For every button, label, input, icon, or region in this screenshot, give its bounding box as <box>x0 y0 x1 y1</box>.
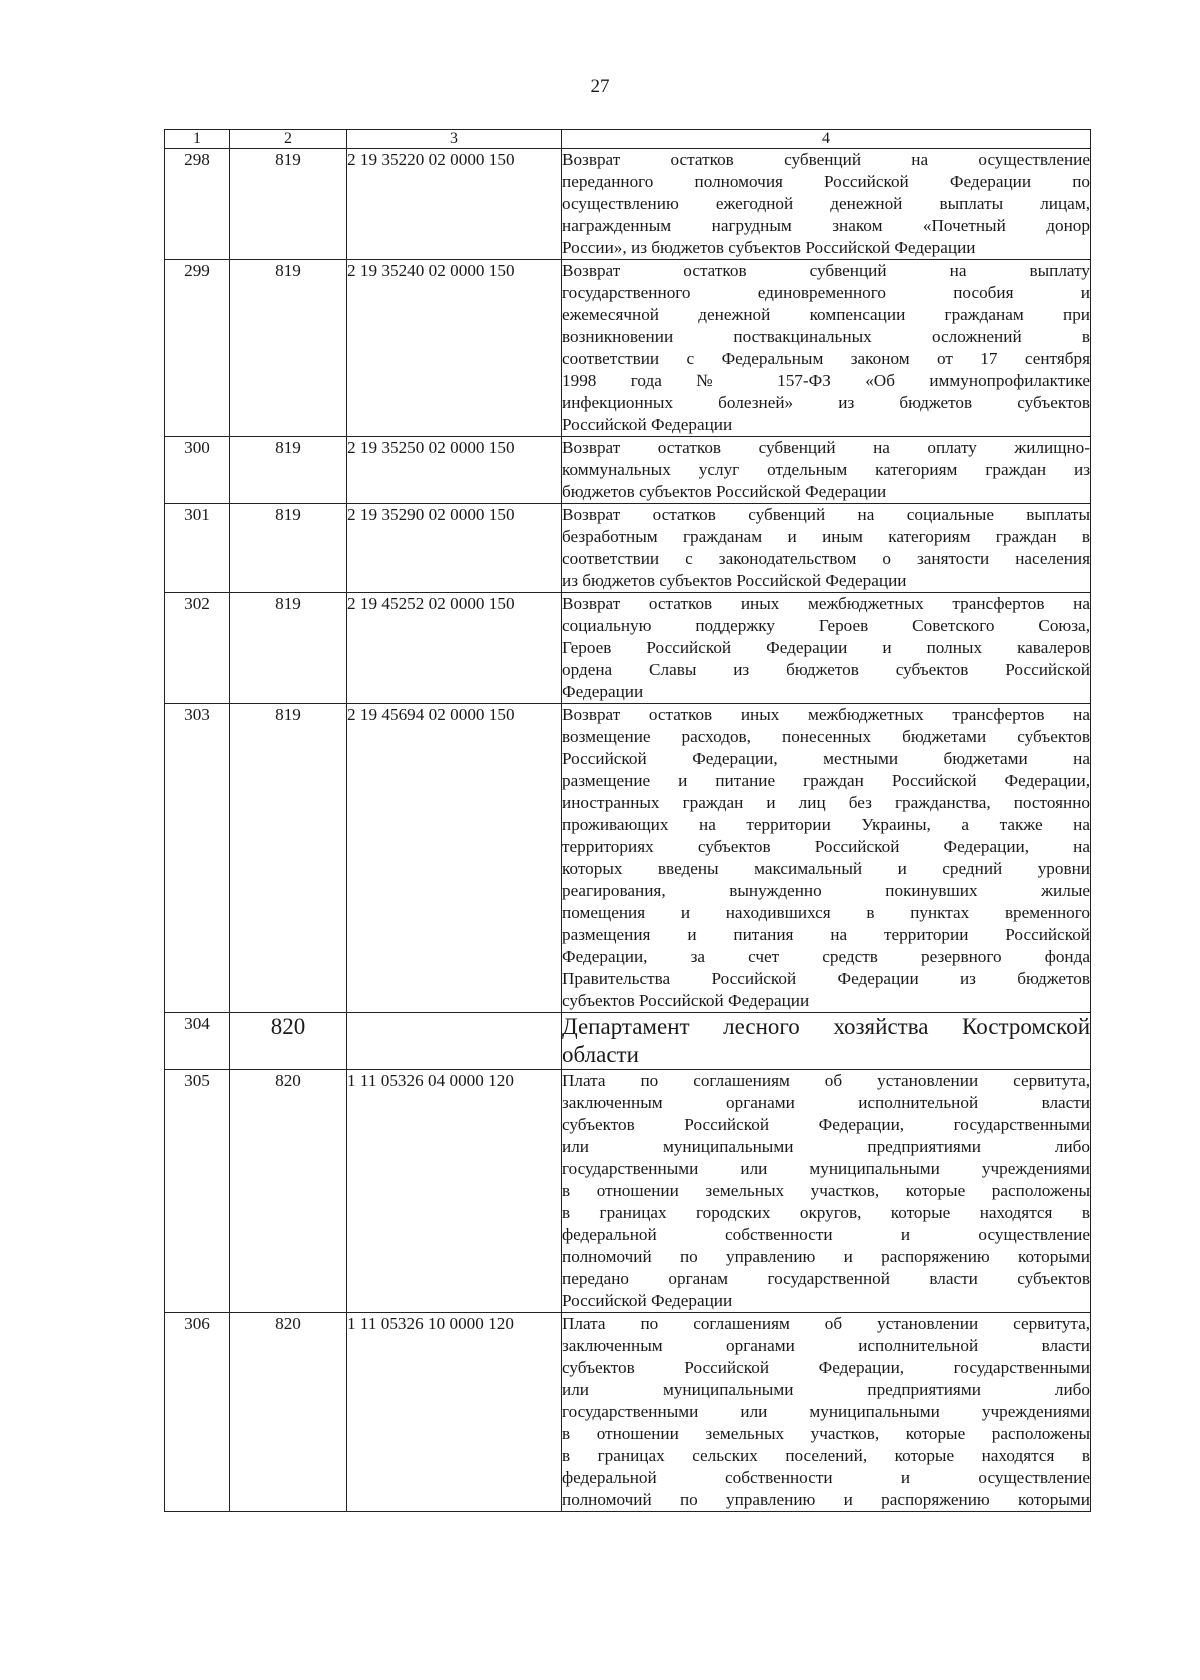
income-description <box>562 504 1091 593</box>
description-line: полномочий по управлению и распоряжению которыми <box>562 1247 1090 1266</box>
description-line: возмещение расходов, понесенных бюджетами субъектов <box>562 727 1090 746</box>
description-line: соответствии с законодательством о занятости населения <box>562 549 1090 568</box>
income-description <box>562 1070 1091 1313</box>
row-number: 301 <box>165 504 230 593</box>
budget-classification-code: 2 19 45694 02 0000 150 <box>347 704 562 1013</box>
description-line: в границах городских округов, которые находятся в <box>562 1203 1090 1222</box>
description-line: Возврат остатков субвенций на выплату <box>562 261 1090 280</box>
row-number: 304 <box>165 1013 230 1070</box>
description-line: или муниципальными предприятиями либо <box>562 1137 1090 1156</box>
description-line: Департамент лесного хозяйства Костромской <box>562 1014 1090 1039</box>
description-line: субъектов Российской Федерации, государственными <box>562 1358 1090 1377</box>
description-line: размещение и питание граждан Российской Федерации, <box>562 771 1090 790</box>
row-number: 300 <box>165 437 230 504</box>
row-number: 299 <box>165 260 230 437</box>
table-body <box>165 149 1091 1512</box>
description-line: социальную поддержку Героев Советского Союза, <box>562 616 1090 635</box>
table-row <box>165 260 1091 437</box>
administrator-code: 819 <box>230 704 347 1013</box>
description-line: заключенным органами исполнительной власти <box>562 1336 1090 1355</box>
budget-code-table <box>164 129 1091 1512</box>
description-line: федеральной собственности и осуществление <box>562 1225 1090 1244</box>
description-line: ордена Славы из бюджетов субъектов Российской <box>562 660 1090 679</box>
description-line: в отношении земельных участков, которые расположены <box>562 1424 1090 1443</box>
description-line: субъектов Российской Федерации <box>562 991 810 1010</box>
description-line: переданного полномочия Российской Федерации по <box>562 172 1090 191</box>
description-line: в отношении земельных участков, которые расположены <box>562 1181 1090 1200</box>
description-line: Возврат остатков субвенций на осуществление <box>562 150 1090 169</box>
description-line: Плата по соглашениям об установлении сервитута, <box>562 1314 1090 1333</box>
description-line: Российской Федерации <box>562 1291 733 1310</box>
description-line: из бюджетов субъектов Российской Федерации <box>562 571 907 590</box>
table-row <box>165 593 1091 704</box>
description-line: Федерации, за счет средств резервного фонда <box>562 947 1090 966</box>
administrator-code: 820 <box>230 1070 347 1313</box>
column-header-1: 1 <box>165 130 230 149</box>
description-line: Героев Российской Федерации и полных кавалеров <box>562 638 1090 657</box>
administrator-code: 819 <box>230 504 347 593</box>
description-line: области <box>562 1042 639 1067</box>
description-line: иностранных граждан и лиц без гражданства, постоянно <box>562 793 1090 812</box>
description-line: бюджетов субъектов Российской Федерации <box>562 482 887 501</box>
administrator-code: 819 <box>230 593 347 704</box>
column-header-3: 3 <box>347 130 562 149</box>
description-line: коммунальных услуг отдельным категориям граждан из <box>562 460 1090 479</box>
description-line: государственными или муниципальными учреждениями <box>562 1402 1090 1421</box>
budget-classification-code: 2 19 35240 02 0000 150 <box>347 260 562 437</box>
income-description <box>562 149 1091 260</box>
administrator-code: 819 <box>230 149 347 260</box>
row-number: 298 <box>165 149 230 260</box>
description-line: проживающих на территории Украины, а также на <box>562 815 1090 834</box>
description-line: территориях субъектов Российской Федерации, на <box>562 837 1090 856</box>
description-line: Возврат остатков иных межбюджетных трансфертов на <box>562 705 1090 724</box>
income-description <box>562 1013 1091 1070</box>
budget-classification-code: 2 19 45252 02 0000 150 <box>347 593 562 704</box>
description-line: передано органам государственной власти субъектов <box>562 1269 1090 1288</box>
table-header-row <box>165 130 1091 149</box>
description-line: соответствии с Федеральным законом от 17 сентября <box>562 349 1090 368</box>
description-line: государственными или муниципальными учреждениями <box>562 1159 1090 1178</box>
description-line: Российской Федерации <box>562 415 733 434</box>
income-description <box>562 593 1091 704</box>
description-line: заключенным органами исполнительной власти <box>562 1093 1090 1112</box>
table-row <box>165 437 1091 504</box>
table-row <box>165 504 1091 593</box>
description-line: инфекционных болезней» из бюджетов субъектов <box>562 393 1090 412</box>
description-line: 1998 года № 157-ФЗ «Об иммунопрофилактике <box>562 371 1090 390</box>
administrator-code: 820 <box>230 1313 347 1512</box>
description-line: субъектов Российской Федерации, государственными <box>562 1115 1090 1134</box>
income-description <box>562 437 1091 504</box>
description-line: Возврат остатков иных межбюджетных трансфертов на <box>562 594 1090 613</box>
administrator-code: 820 <box>230 1013 347 1070</box>
table-row <box>165 1313 1091 1512</box>
budget-classification-code: 2 19 35220 02 0000 150 <box>347 149 562 260</box>
budget-classification-code: 2 19 35250 02 0000 150 <box>347 437 562 504</box>
column-header-4: 4 <box>562 130 1091 149</box>
description-line: помещения и находившихся в пунктах временного <box>562 903 1090 922</box>
income-description <box>562 1313 1091 1512</box>
description-line: Российской Федерации, местными бюджетами на <box>562 749 1090 768</box>
row-number: 302 <box>165 593 230 704</box>
administrator-code: 819 <box>230 437 347 504</box>
income-description <box>562 704 1091 1013</box>
description-line: или муниципальными предприятиями либо <box>562 1380 1090 1399</box>
description-line: полномочий по управлению и распоряжению которыми <box>562 1490 1090 1509</box>
budget-classification-code <box>347 1013 562 1070</box>
administrator-code: 819 <box>230 260 347 437</box>
description-line: Правительства Российской Федерации из бюджетов <box>562 969 1090 988</box>
description-line: Федерации <box>562 682 644 701</box>
description-line: Возврат остатков субвенций на социальные выплаты <box>562 505 1090 524</box>
description-line: реагирования, вынужденно покинувших жилые <box>562 881 1090 900</box>
column-header-2: 2 <box>230 130 347 149</box>
income-description <box>562 260 1091 437</box>
description-line: безработным гражданам и иным категориям граждан в <box>562 527 1090 546</box>
table-row <box>165 1070 1091 1313</box>
description-line: ежемесячной денежной компенсации гражданам при <box>562 305 1090 324</box>
description-line: в границах сельских поселений, которые находятся в <box>562 1446 1090 1465</box>
page-number: 27 <box>590 76 610 97</box>
budget-classification-code: 2 19 35290 02 0000 150 <box>347 504 562 593</box>
row-number: 306 <box>165 1313 230 1512</box>
description-line: России», из бюджетов субъектов Российской Федерации <box>562 238 976 257</box>
table-row <box>165 704 1091 1013</box>
description-line: возникновении поствакцинальных осложнений в <box>562 327 1090 346</box>
budget-classification-code: 1 11 05326 04 0000 120 <box>347 1070 562 1313</box>
description-line: осуществлению ежегодной денежной выплаты лицам, <box>562 194 1090 213</box>
description-line: федеральной собственности и осуществление <box>562 1468 1090 1487</box>
description-line: Возврат остатков субвенций на оплату жилищно- <box>562 438 1090 457</box>
row-number: 303 <box>165 704 230 1013</box>
description-line: которых введены максимальный и средний уровни <box>562 859 1090 878</box>
budget-classification-code: 1 11 05326 10 0000 120 <box>347 1313 562 1512</box>
description-line: размещения и питания на территории Российской <box>562 925 1090 944</box>
table-row <box>165 1013 1091 1070</box>
description-line: Плата по соглашениям об установлении сервитута, <box>562 1071 1090 1090</box>
description-line: награжденным нагрудным знаком «Почетный донор <box>562 216 1090 235</box>
table-row <box>165 149 1091 260</box>
description-line: государственного единовременного пособия и <box>562 283 1090 302</box>
row-number: 305 <box>165 1070 230 1313</box>
